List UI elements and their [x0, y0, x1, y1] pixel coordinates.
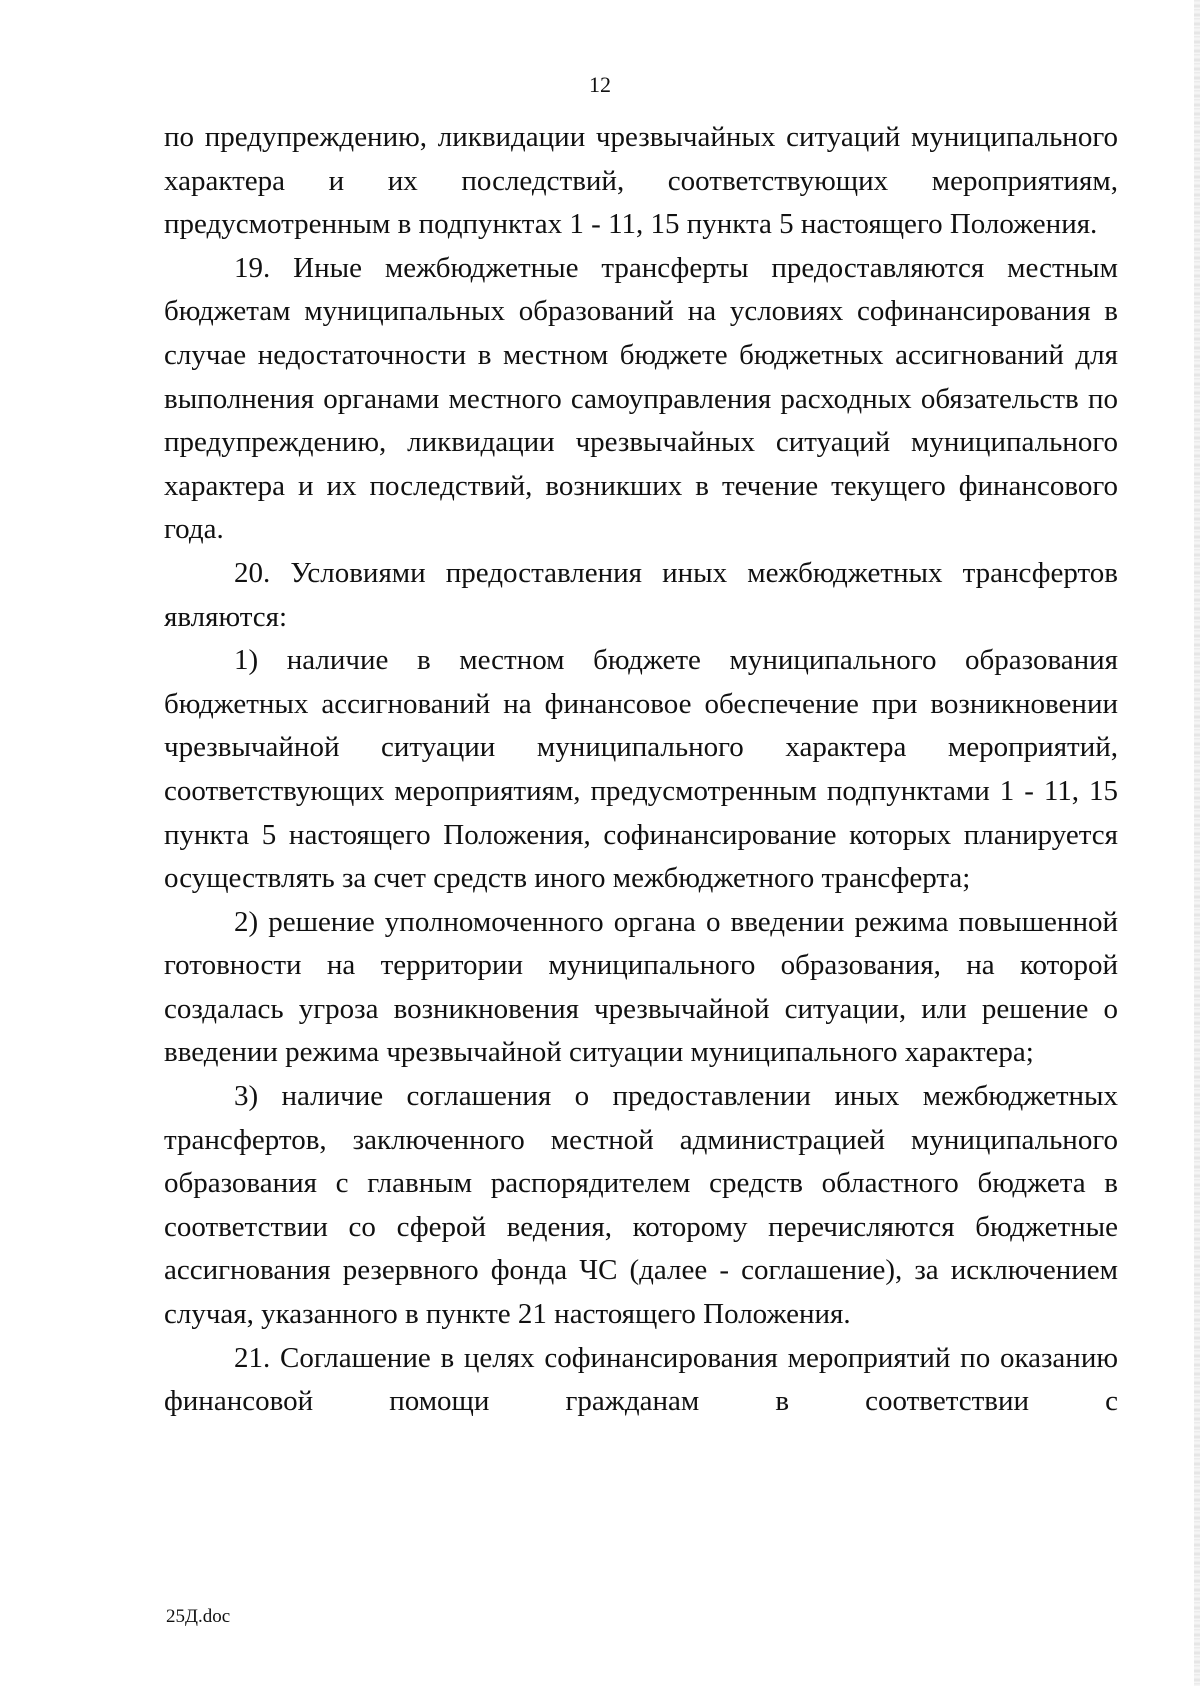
paragraph-subitem-3: 3) наличие соглашения о предоставлении иных межбюджетных трансфертов, заключенного местной администрацией муниципального образования с главным распорядителем средств областного бюджета в соответствии со сферой ведения, которому перечисляются бюджетные ассигнования резервного фонда ЧС (далее - соглашение), за исключением случая, указанного в пункте 21 настоящего Положения.: [164, 1080, 1118, 1331]
paragraph-subitem-1: 1) наличие в местном бюджете муниципального образования бюджетных ассигнований на финансовое обеспечение при возникновении чрезвычайной ситуации муниципального характера мероприятий, соответствующих мероприятиям, предусмотренным подпунктами 1 - 11, 15 пункта 5 настоящего Положения, софинансирование которых планируется осуществлять за счет средств иного межбюджетного трансферта;: [164, 644, 1118, 895]
paragraph-subitem-2: 2) решение уполномоченного органа о введении режима повышенной готовности на территории муниципального образования, на которой создалась угроза возникновения чрезвычайной ситуации, или решение о введении режима чрезвычайной ситуации муниципального характера;: [164, 905, 1118, 1069]
paragraph-item-21: 21. Соглашение в целях софинансирования мероприятий по оказанию финансовой помощи гражданам в соответствии с: [164, 1341, 1118, 1418]
footer-filename: 25Д.doc: [166, 1606, 231, 1627]
page-number: 12: [589, 72, 611, 97]
document-body: [164, 116, 1118, 1424]
paragraph-item-20: 20. Условиями предоставления иных межбюджетных трансфертов являются:: [164, 556, 1118, 633]
paragraph-continuation: по предупреждению, ликвидации чрезвычайных ситуаций муниципального характера и их последствий, соответствующих мероприятиям, предусмотренным в подпунктах 1 - 11, 15 пункта 5 настоящего Положения.: [164, 121, 1118, 241]
scan-edge-texture: [1194, 0, 1200, 1686]
paragraph-item-19: 19. Иные межбюджетные трансферты предоставляются местным бюджетам муниципальных образований на условиях софинансирования в случае недостаточности в местном бюджете бюджетных ассигнований для выполнения органами местного самоуправления расходных обязательств по предупреждению, ликвидации чрезвычайных ситуаций муниципального характера и их последствий, возникших в течение текущего финансового года.: [164, 251, 1118, 546]
